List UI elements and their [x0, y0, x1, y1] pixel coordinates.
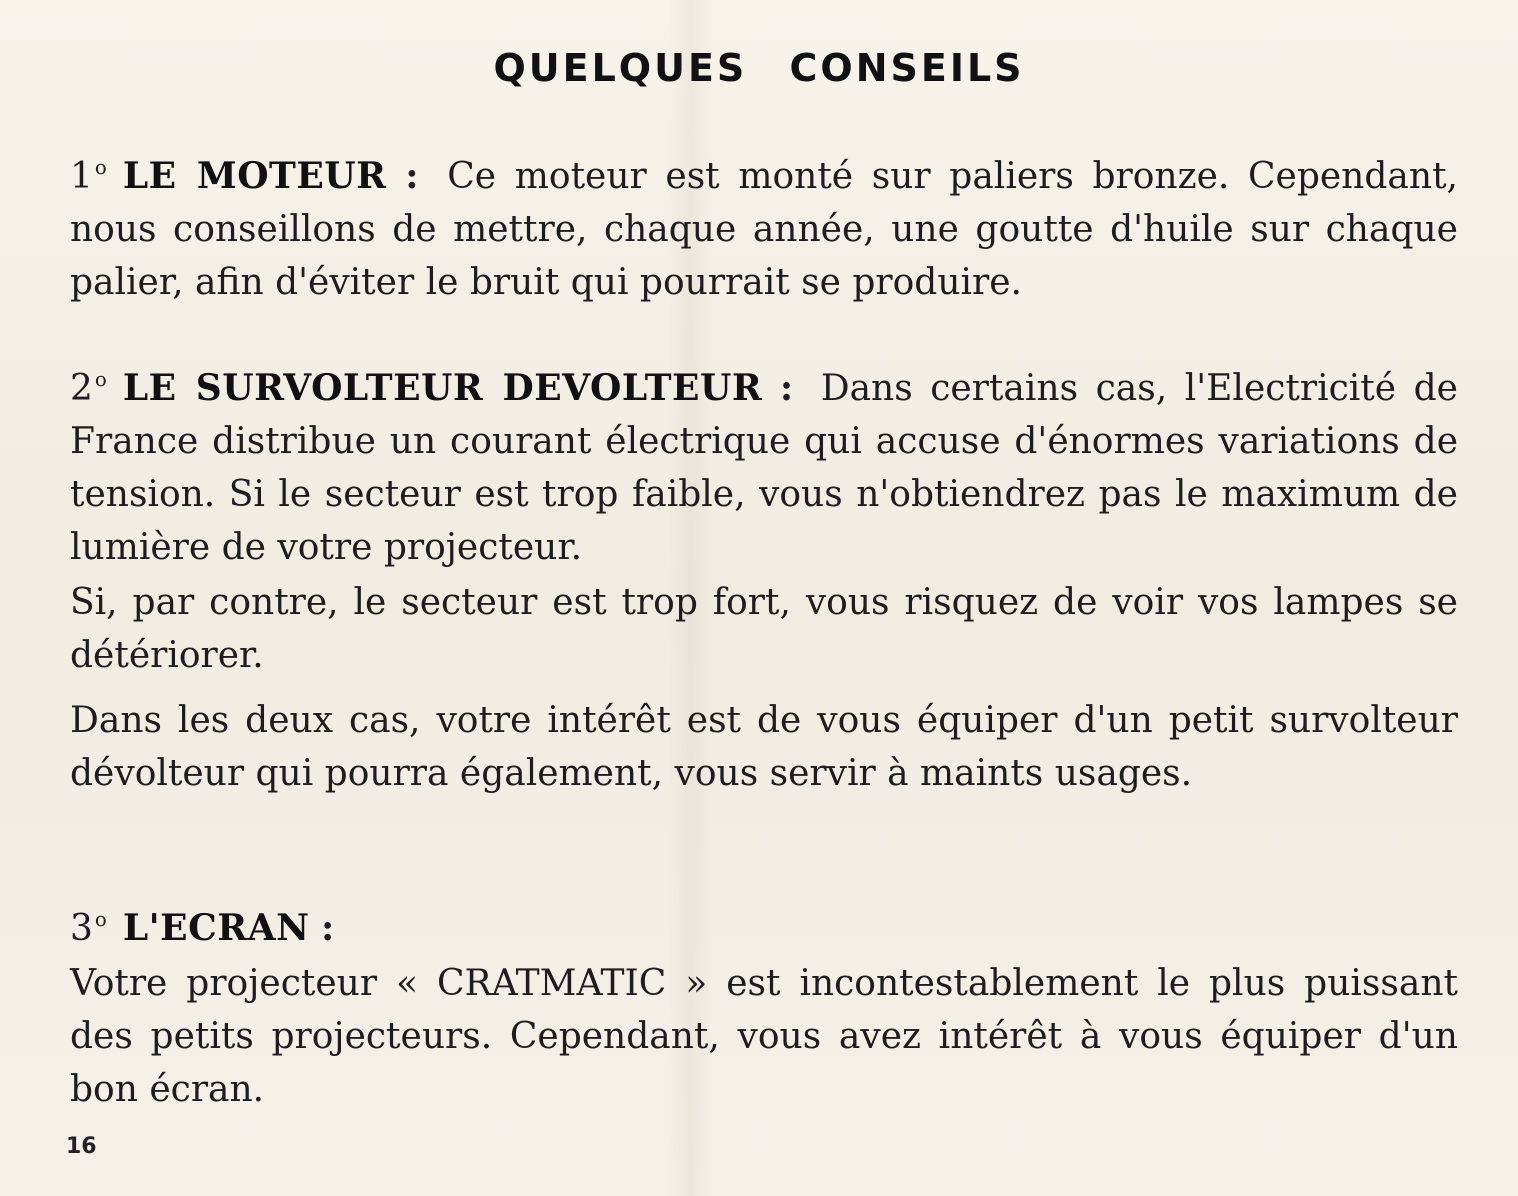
section-3-degree: o	[94, 908, 107, 931]
section-1-number: 1	[70, 155, 93, 197]
page-number: 16	[66, 1134, 97, 1159]
section-2-text: Dans certains cas, l'Electricité de France distribue un courant électrique qui accuse d'énormes variations de tension. Si le secteur est trop faible, vous n'obtiendrez pas le maximum de lumière de votre projecteur.	[70, 367, 1458, 568]
section-1-paragraph	[70, 141, 1458, 309]
section-2-colon: :	[779, 366, 794, 409]
section-3-number: 3	[70, 907, 93, 949]
section-2-paragraph	[70, 353, 1458, 574]
section-1-degree: o	[94, 156, 107, 179]
section-1-text: Ce moteur est monté sur paliers bronze. Cependant, nous conseillons de mettre, chaque année, une goutte d'huile sur chaque palier, afin d'éviter le bruit qui pourrait se produire.	[70, 155, 1458, 303]
section-3-colon: :	[320, 906, 335, 949]
section-3-text: Votre projecteur « CRATMATIC » est incontestablement le plus puissant des petits projecteurs. Cependant, vous avez intérêt à vous équiper d'un bon écran.	[70, 963, 1458, 1110]
section-3-heading: L'ECRAN	[122, 906, 310, 949]
section-2-paragraph-3: Dans les deux cas, votre intérêt est de vous équiper d'un petit survolteur dévolteur qui pourra également, vous servir à maints usages.	[70, 700, 1458, 794]
section-2-number: 2	[70, 367, 93, 409]
section-2-degree: o	[94, 368, 107, 391]
section-2-paragraph-2: Si, par contre, le secteur est trop fort, vous risquez de voir vos lampes se détériorer.	[70, 582, 1458, 676]
section-1-colon: :	[405, 154, 419, 197]
section-3-heading-line	[70, 893, 1458, 955]
section-1-heading: LE MOTEUR	[122, 154, 387, 197]
page-title: QUELQUES CONSEILS	[493, 46, 1025, 90]
section-2-heading: LE SURVOLTEUR DEVOLTEUR	[122, 366, 763, 409]
